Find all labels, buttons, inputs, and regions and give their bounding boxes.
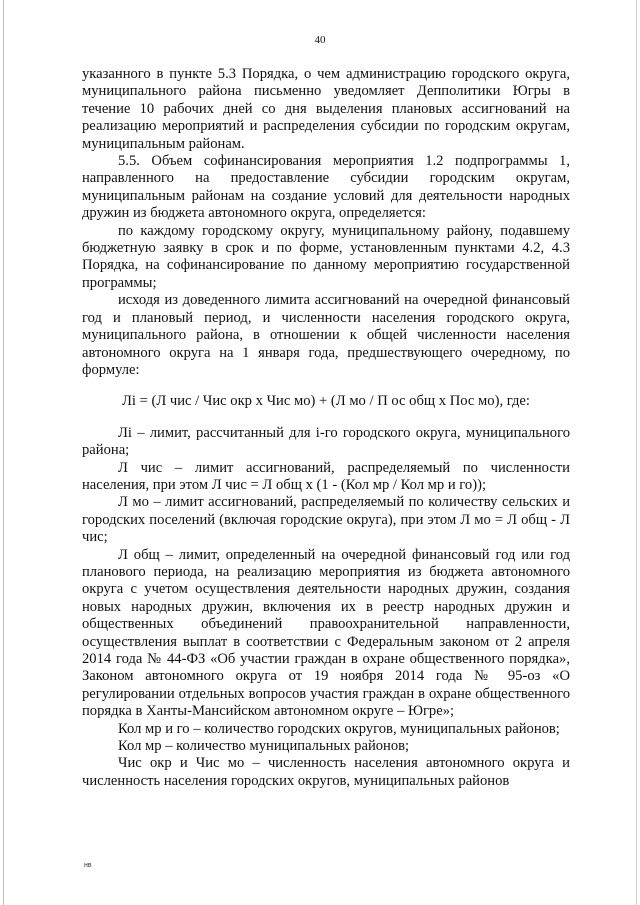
definition-l-obsh: Л общ – лимит, определенный на очередной финансовый год или год планового периода, на реализацию мероприятия из бюджета автономного округа с учетом осуществления деятельности народных дружин, создания новых народных дружин, включения их в реестр народных дружин и общественных объединений правоохранительной направленности, осуществления выплат в соответствии с Федеральным законом от 2 апреля 2014 года № 44-ФЗ «Об участии граждан в охране общественного порядка», Законом автономного округа от 19 ноября 2014 года № 95-оз «О регулировании отдельных вопросов участия граждан в охране общественного порядка в Ханты-Мансийском автономном округе – Югре»; xyxy=(82,546,570,720)
definition-kol-mr: Кол мр – количество муниципальных районов; xyxy=(118,738,410,755)
definition-li: Лi – лимит, рассчитанный для i-го городского округа, муниципального района; xyxy=(82,424,570,459)
paragraph-continuation: указанного в пункте 5.3 Порядка, о чем администрацию городского округа, муниципального района письменно уведомляет Депполитики Югры в течение 10 рабочих дней со дня выделения плановых ассигнований на реализацию мероприятий и распределения субсидии по городским округам, муниципальным районам. xyxy=(82,66,570,152)
footer-initials: нв xyxy=(84,862,92,869)
page-number: 40 xyxy=(314,34,326,46)
definition-kol-mr-i-go: Кол мр и го – количество городских округов, муниципальных районов; xyxy=(118,720,560,737)
scan-edge-left xyxy=(3,0,4,905)
definition-l-mo: Л мо – лимит ассигнований, распределяемый по количеству сельских и городских поселений (включая городские округа), при этом Л мо = Л общ - Л чис; xyxy=(82,494,570,546)
formula: Лi = (Л чис / Чис окр x Чис мо) + (Л мо / П ос общ x Пос мо), где: xyxy=(122,393,530,410)
paragraph-by-district: по каждому городскому округу, муниципальному району, подавшему бюджетную заявку в срок и по форме, установленным пунктами 4.2, 4.3 Порядка, на софинансирование по данному мероприятию государственной программы; xyxy=(82,222,570,291)
definition-l-chis: Л чис – лимит ассигнований, распределяемый по численности населения, при этом Л чис = Л общ x (1 - (Кол мр / Кол мр и го)); xyxy=(82,459,570,493)
paragraph-based-on-limit: исходя из доведенного лимита ассигнований на очередной финансовый год и плановый период, и численности населения городского округа, муниципального района, в отношении к общей численности населения автономного округа на 1 января года, предшествующего очередному, по формуле: xyxy=(82,292,570,378)
definition-chis: Чис окр и Чис мо – численность населения автономного округа и численность населения городских округов, муниципальных районов xyxy=(82,755,570,789)
document-body xyxy=(82,66,570,790)
paragraph-5-5: 5.5. Объем софинансирования мероприятия 1.2 подпрограммы 1, направленного на предоставление субсидии городским округам, муниципальным районам на создание условий для деятельности народных дружин из бюджета автономного округа, определяется: xyxy=(82,153,570,222)
scan-edge-right xyxy=(636,0,637,905)
